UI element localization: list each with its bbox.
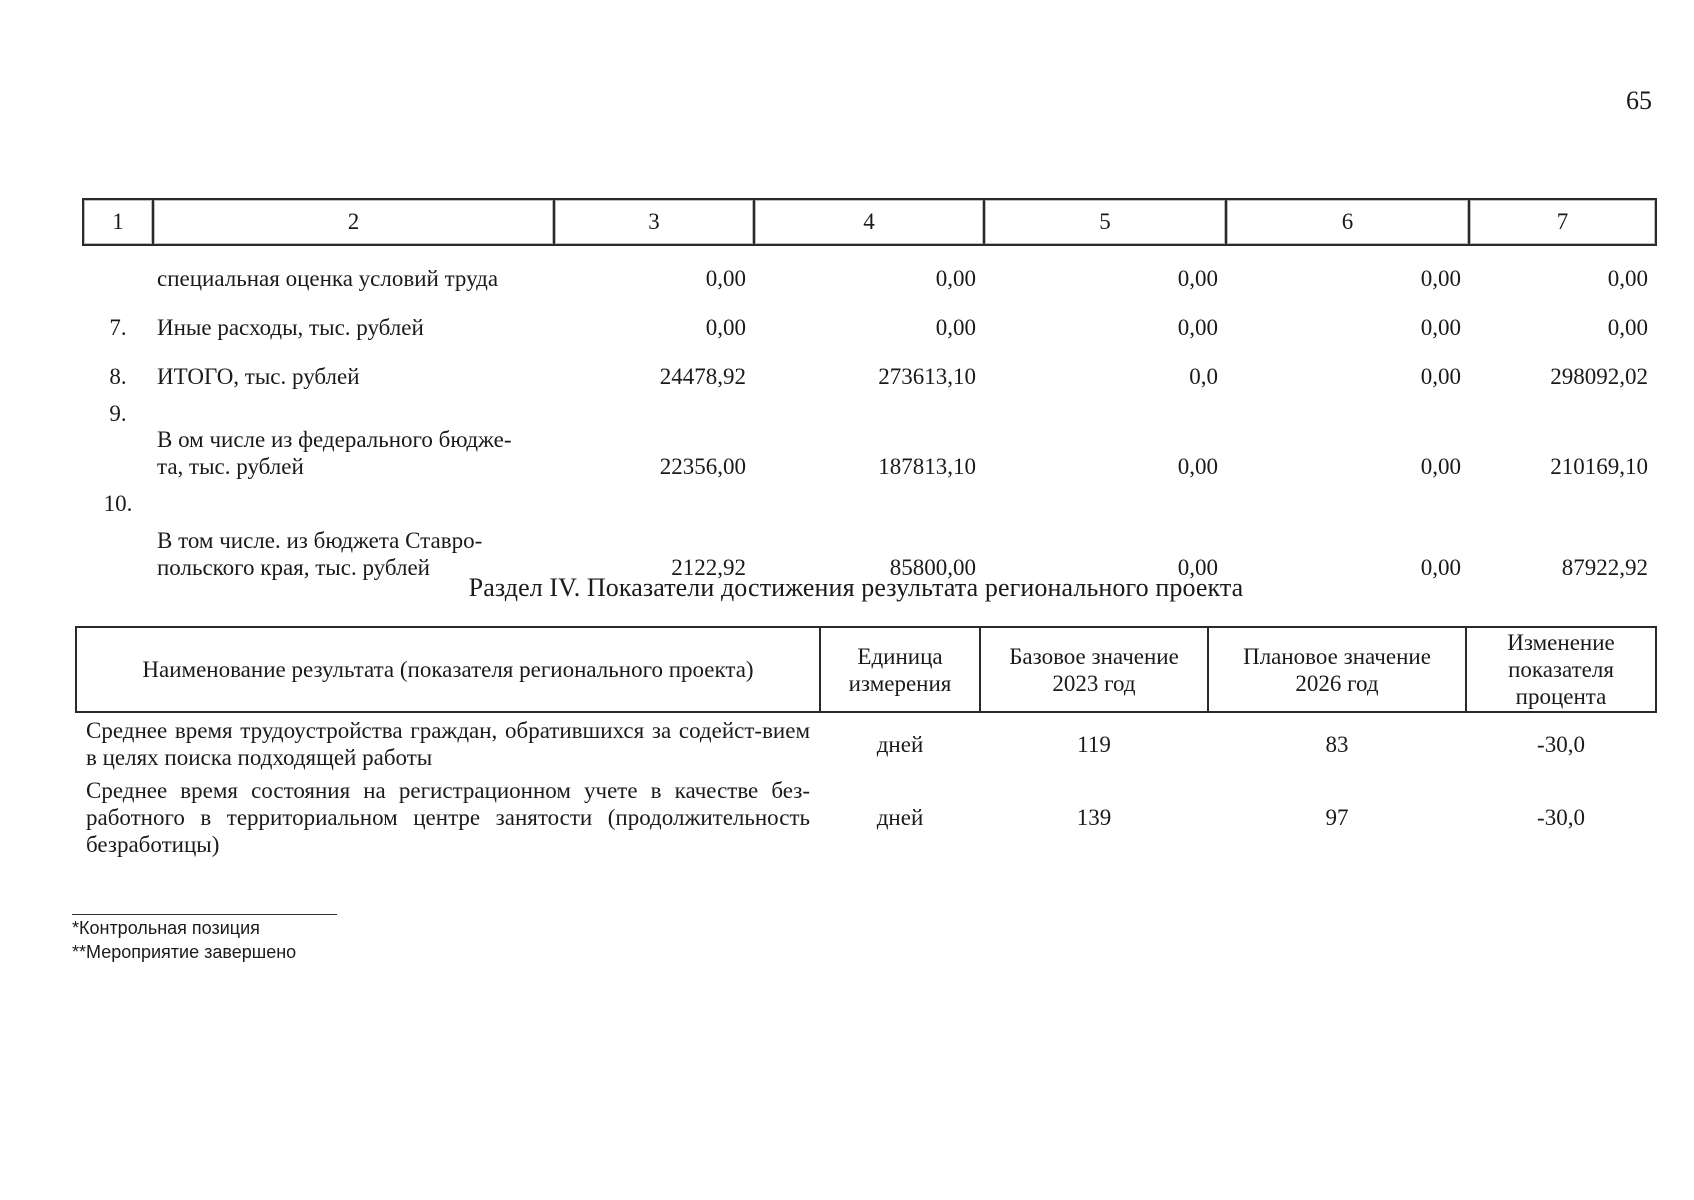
row-index: 7. [109,315,127,340]
table-row [83,245,1656,292]
cell-value: 210169,10 [1550,454,1648,479]
table-row [83,390,1656,480]
base-value-cell: 119 [1077,731,1111,757]
result-name: Среднее время состояния на регистрационном учете в качестве без-работного в территориальном центре занятости (продолжительность безработицы) [86,777,810,857]
col-header-4: 4 [754,199,984,245]
header-line: процента [1515,684,1607,709]
header-line: Изменение [1507,630,1615,655]
header-row [76,627,1656,712]
row-name [153,245,554,292]
cell-value: 87922,92 [1561,555,1648,580]
col-header-2: 2 [153,199,554,245]
table-row [76,712,1656,775]
row-name [153,341,554,390]
cell-value: 0,00 [935,315,976,340]
table-row [83,292,1656,341]
result-name: Среднее время трудоустройства граждан, обратившихся за содейст-вием в целях поиска подходящей работы [86,718,810,770]
header-plan-value [1208,627,1466,712]
plan-value-cell: 83 [1325,731,1349,757]
cell-value: 0,00 [1607,266,1648,291]
cell-value: 0,00 [1420,315,1461,340]
base-value-cell: 139 [1076,804,1112,830]
cell-value: 2122,92 [671,555,746,580]
cell-value: 187813,10 [878,454,976,479]
header-base-value [980,627,1208,712]
row-name [153,292,554,341]
section-title: Раздел IV. Показатели достижения результата регионального проекта [468,573,1244,602]
row-name-line: та, тыс. рублей [157,454,304,479]
footnote-divider [72,914,337,915]
col-header-5: 5 [984,199,1226,245]
header-line: 2023 год [1052,670,1136,696]
cell-value: 0,00 [1420,364,1461,389]
row-index: 8. [109,364,127,389]
cell-value: 0,00 [1177,454,1218,479]
cell-value: 22356,00 [659,454,746,479]
cell-value: 273613,10 [878,364,976,389]
cell-value: 85800,00 [889,555,976,580]
cell-value: 0,00 [1420,555,1461,580]
unit-cell: дней [876,804,924,830]
header-line: Единица [857,643,943,669]
row-index: 9. [109,401,127,426]
footnote-completed: **Мероприятие завершено [72,942,297,962]
change-cell: -30,0 [1537,731,1585,757]
table-row [83,480,1656,581]
cell-value: 0,00 [1420,454,1461,479]
cell-value: 0,0 [1189,364,1218,389]
page-number: 65 [1626,86,1652,115]
table-row [76,775,1656,859]
cell-value: 0,00 [1177,266,1218,291]
cell-value: 0,00 [705,266,746,291]
footnotes [72,916,296,964]
table-row [83,341,1656,390]
row-name-line: польского края, тыс. рублей [157,555,430,580]
header-result-name: Наименование результата (показателя регионального проекта) [76,627,820,712]
col-header-1: 1 [83,199,153,245]
col-header-6: 6 [1226,199,1469,245]
cell-value: 0,00 [1177,315,1218,340]
header-unit [820,627,980,712]
cell-value: 24478,92 [659,364,746,389]
header-line: показателя [1508,657,1614,682]
header-line: измерения [848,670,952,696]
unit-cell: дней [876,731,924,757]
cell-value: 0,00 [935,266,976,291]
indicators-table [75,626,1657,859]
budget-table [82,198,1657,581]
header-line: Плановое значение [1243,643,1431,669]
row-index [83,245,153,292]
cell-value: 298092,02 [1550,364,1648,389]
cell-value: 0,00 [705,315,746,340]
column-number-row [83,199,1656,245]
row-name [153,390,554,480]
plan-value-cell: 97 [1325,804,1349,830]
cell-value: 0,00 [1177,555,1218,580]
header-line: 2026 год [1295,670,1379,696]
row-index: 10. [103,491,133,516]
row-name-line: ИТОГО, тыс. рублей [157,364,360,389]
col-header-7: 7 [1469,199,1656,245]
row-name-line: В том числе. из бюджета Ставро- [157,528,483,553]
col-header-3: 3 [554,199,754,245]
change-cell: -30,0 [1537,804,1585,830]
row-name-line: специальная оценка условий труда [157,266,499,291]
row-name [153,480,554,581]
row-name-line: Иные расходы, тыс. рублей [157,315,424,340]
header-change [1466,627,1656,712]
cell-value: 0,00 [1607,315,1648,340]
footnote-control-position: *Контрольная позиция [72,918,260,938]
cell-value: 0,00 [1420,266,1461,291]
header-line: Базовое значение [1009,643,1179,669]
row-name-line: В ом числе из федерального бюдже- [157,427,512,452]
